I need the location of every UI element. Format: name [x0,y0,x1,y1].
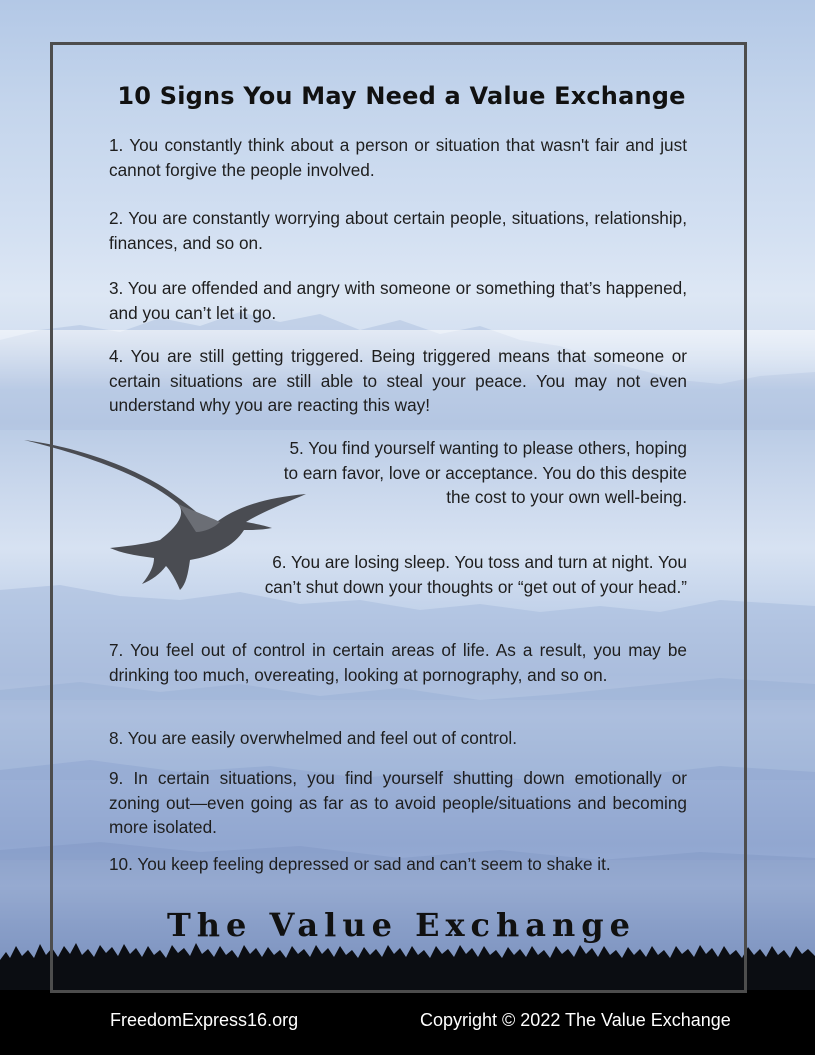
sign-item-7: 7. You feel out of control in certain areas of life. As a result, you may be drinking too much, overeating, looking at pornography, and so on. [109,640,687,685]
brand-name: The Value Exchange [166,906,637,944]
sign-item-3: 3. You are offended and angry with someone or something that’s happened, and you can’t let it go. [109,278,687,323]
sign-item-5: 5. You find yourself wanting to please others, hoping to earn favor, love or acceptance. You do this despite the cost to your own well-being. [283,438,687,507]
sign-item-8: 8. You are easily overwhelmed and feel out of control. [109,728,517,748]
page-title: 10 Signs You May Need a Value Exchange [117,82,686,110]
sign-item-9: 9. In certain situations, you find yourself shutting down emotionally or zoning out—even going as far as to avoid people/situations and becoming more isolated. [109,768,687,837]
sign-item-1: 1. You constantly think about a person or situation that wasn't fair and just cannot forgive the people involved. [109,135,687,180]
footer-copyright: Copyright © 2022 The Value Exchange [420,1010,731,1030]
sign-item-2: 2. You are constantly worrying about certain people, situations, relationship, finances, and so on. [109,208,687,253]
footer-website: FreedomExpress16.org [110,1010,299,1030]
sign-item-4: 4. You are still getting triggered. Being triggered means that someone or certain situations are still able to steal your peace. You may not even understand why you are reacting this way! [109,346,687,415]
sign-item-6: 6. You are losing sleep. You toss and turn at night. You can’t shut down your thoughts or “get out of your head.” [264,552,687,597]
sign-item-10: 10. You keep feeling depressed or sad and can’t seem to shake it. [109,854,611,874]
document-frame [50,42,747,993]
